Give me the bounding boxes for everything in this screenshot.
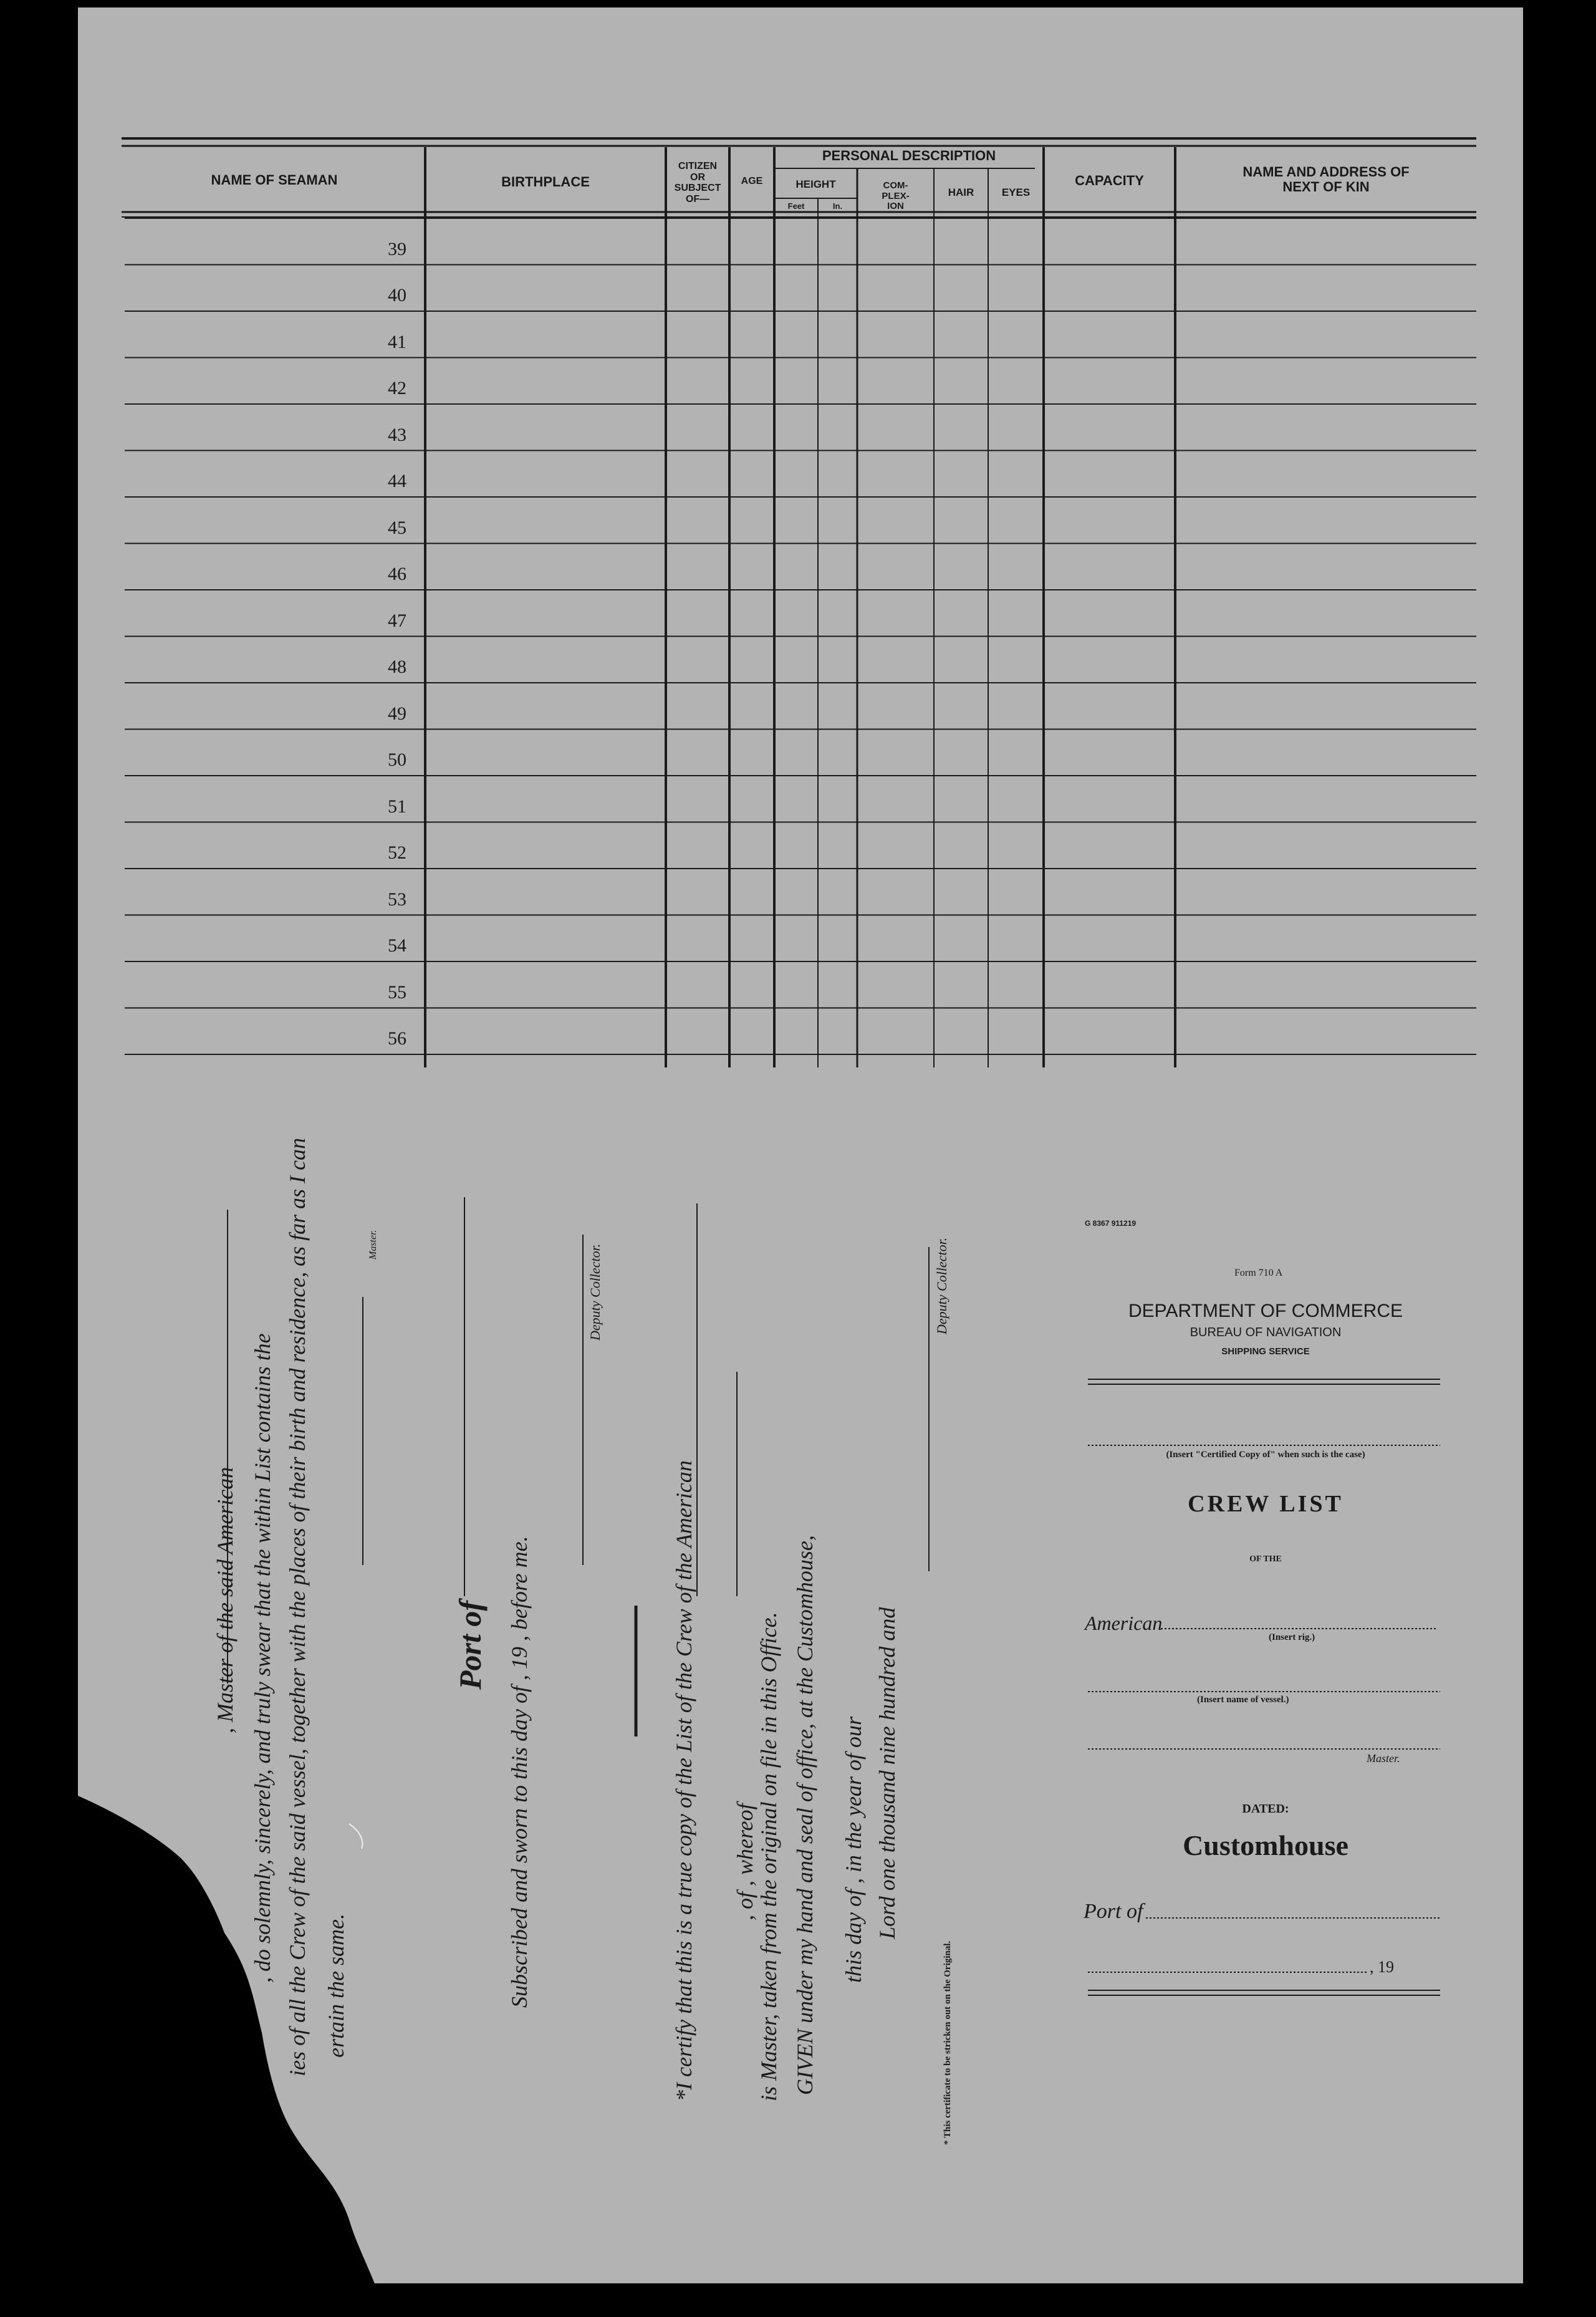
header-feet: Feet	[787, 201, 805, 211]
oath-subscribed: Subscribed and sworn to this day of , 19 , before me.	[507, 1536, 532, 2008]
header-hair: HAIR	[948, 186, 974, 198]
header-inches: In.	[832, 201, 843, 211]
certificate-line-5: this day of , in the year of our	[841, 1717, 866, 1983]
master-label: Master.	[1367, 1752, 1400, 1765]
row-number: 47	[388, 610, 406, 631]
oath-line-3: ies of all the Crew of the said vessel, together with the places of their birth and residence, as far as I can	[285, 1137, 310, 2076]
certificate-line-3: is Master, taken from the original on file in this Office.	[756, 1612, 781, 2101]
header-height: HEIGHT	[796, 178, 836, 190]
insert-certified-note: (Insert "Certified Copy of" when such is the case)	[1166, 1450, 1365, 1460]
row-number: 46	[388, 564, 406, 584]
year-label: , 19	[1370, 1958, 1394, 1976]
certificate-line-6: Lord one thousand nine hundred and	[875, 1607, 900, 1939]
row-number: 43	[388, 424, 406, 445]
header-name-of-seaman: NAME OF SEAMAN	[211, 172, 338, 188]
row-number: 51	[388, 796, 406, 817]
row-number: 41	[388, 331, 406, 352]
print-code: G 8367 911219	[1085, 1219, 1137, 1228]
form-number: Form 710 A	[1234, 1268, 1283, 1278]
american-label: American	[1085, 1612, 1163, 1634]
row-number: 42	[388, 378, 406, 398]
row-number: 55	[388, 981, 406, 1003]
header-citizen: CITIZEN OR SUBJECT OF—	[674, 161, 721, 205]
oath-line-4: ertain the same.	[324, 1914, 349, 2058]
service-title: SHIPPING SERVICE	[1221, 1346, 1310, 1357]
oath-line-1: , Master of the said American	[213, 1467, 238, 1733]
header-personal-description: PERSONAL DESCRIPTION	[822, 148, 996, 163]
header-next-of-kin: NAME AND ADDRESS OF NEXT OF KIN	[1243, 164, 1410, 195]
row-number: 45	[388, 517, 406, 538]
port-of-label: Port of	[1084, 1900, 1143, 1923]
header-eyes: EYES	[1001, 186, 1031, 198]
header-complexion: COM- PLEX- ION	[882, 180, 910, 211]
insert-name-note: (Insert name of vessel.)	[1197, 1695, 1289, 1705]
certificate-line-2: , of , whereof	[733, 1803, 757, 1920]
of-the-label: OF THE	[1249, 1554, 1282, 1564]
row-number: 44	[388, 471, 406, 491]
row-number: 50	[388, 749, 406, 770]
certificate-line-4: GIVEN under my hand and seal of office, at the Customhouse,	[792, 1535, 817, 2095]
row-number: 52	[388, 842, 406, 863]
row-number: 54	[388, 935, 406, 956]
dated-label: DATED:	[1242, 1802, 1289, 1816]
certificate-deputy-collector: Deputy Collector.	[934, 1237, 949, 1334]
row-number: 53	[388, 889, 406, 910]
customhouse-title: Customhouse	[1183, 1829, 1348, 1861]
bureau-title: BUREAU OF NAVIGATION	[1190, 1326, 1342, 1339]
row-number: 48	[388, 657, 406, 677]
insert-rig-note: (Insert rig.)	[1269, 1632, 1315, 1642]
certificate-line-1: *I certify that this is a true copy of the List of the Crew of the American	[671, 1460, 696, 2101]
oath-deputy-collector: Deputy Collector.	[587, 1243, 603, 1341]
row-number: 39	[388, 238, 406, 259]
row-number: 40	[388, 285, 406, 306]
header-age: AGE	[741, 176, 763, 186]
oath-line-2: , do solemnly, sincerely, and truly swear that the within List contains the	[250, 1333, 275, 1983]
oath-port-of: Port of	[453, 1600, 488, 1690]
header-capacity: CAPACITY	[1075, 173, 1144, 188]
oath-master-label: Master.	[368, 1230, 378, 1260]
certificate-footnote: * This certificate to be stricken out on the Original.	[943, 1940, 953, 2145]
department-title: DEPARTMENT OF COMMERCE	[1128, 1301, 1403, 1321]
crew-list-title: CREW LIST	[1188, 1491, 1344, 1517]
row-number: 49	[388, 703, 406, 724]
header-birthplace: BIRTHPLACE	[501, 174, 590, 190]
row-number: 56	[388, 1028, 406, 1049]
